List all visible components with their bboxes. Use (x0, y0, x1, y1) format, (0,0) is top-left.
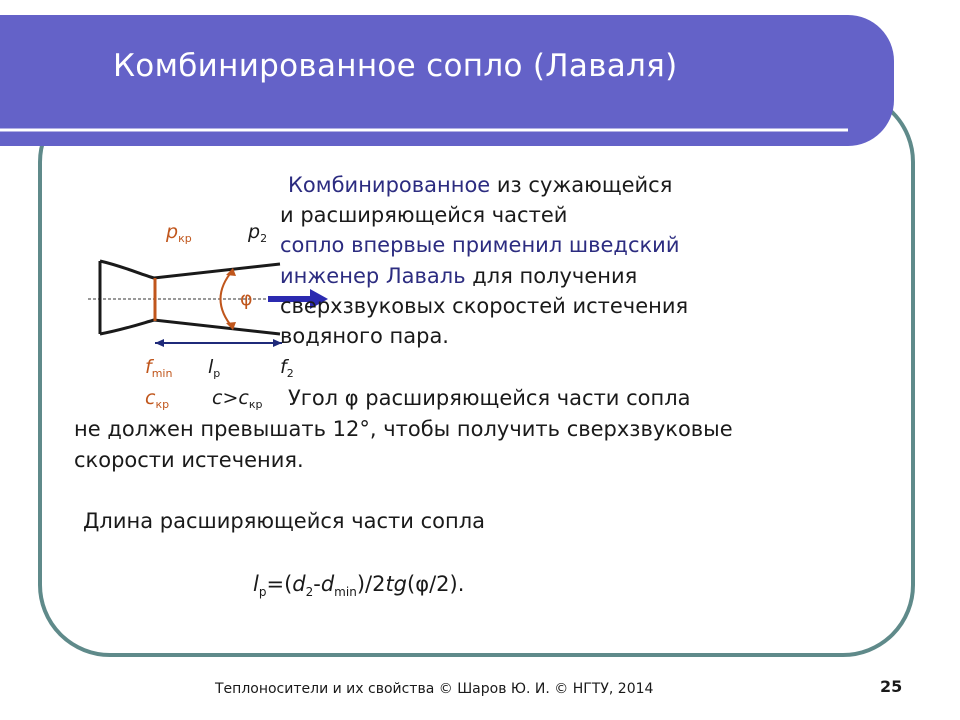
para1-line4: инженер Лаваль для получения (280, 264, 638, 288)
label-c-gt-c-kr: $с>с_{кр}$ (212, 387, 263, 411)
para2-line1: Угол φ расширяющейся части сопла (288, 386, 691, 410)
label-phi: φ (240, 288, 253, 310)
para1-line5: сверхзвуковых скоростей истечения (280, 294, 689, 318)
slide-title: Комбинированное сопло (Лаваля) (113, 48, 678, 84)
para2-line2: не должен превышать 12°, чтобы получить сверхзвуковые (74, 417, 733, 441)
para1-line1: Комбинированное из сужающейся (288, 173, 673, 197)
footer-copyright: Теплоносители и их свойства © Шаров Ю. И. © НГТУ, 2014 (215, 681, 654, 697)
label-c-kr: $с_{кр}$ (145, 387, 170, 411)
label-f2: $f_2$ (280, 356, 294, 380)
label-p-kr: $p_{кр}$ (166, 221, 192, 245)
para1-line3: сопло впервые применил шведский (280, 233, 680, 257)
label-l-p: $l_р$ (208, 356, 221, 380)
page-number: 25 (880, 677, 903, 696)
label-f-min: $f_{min}$ (145, 356, 173, 380)
para1-line2: и расширяющейся частей (280, 203, 568, 227)
length-formula: $l_р=(d_2-d_{min})/2tg(\varphi/2)$. (253, 572, 465, 599)
label-p2: $p_2$ (248, 221, 268, 245)
para1-line6: водяного пара. (280, 324, 449, 348)
para2-line3: скорости истечения. (74, 448, 304, 472)
para3: Длина расширяющейся части сопла (83, 509, 485, 533)
